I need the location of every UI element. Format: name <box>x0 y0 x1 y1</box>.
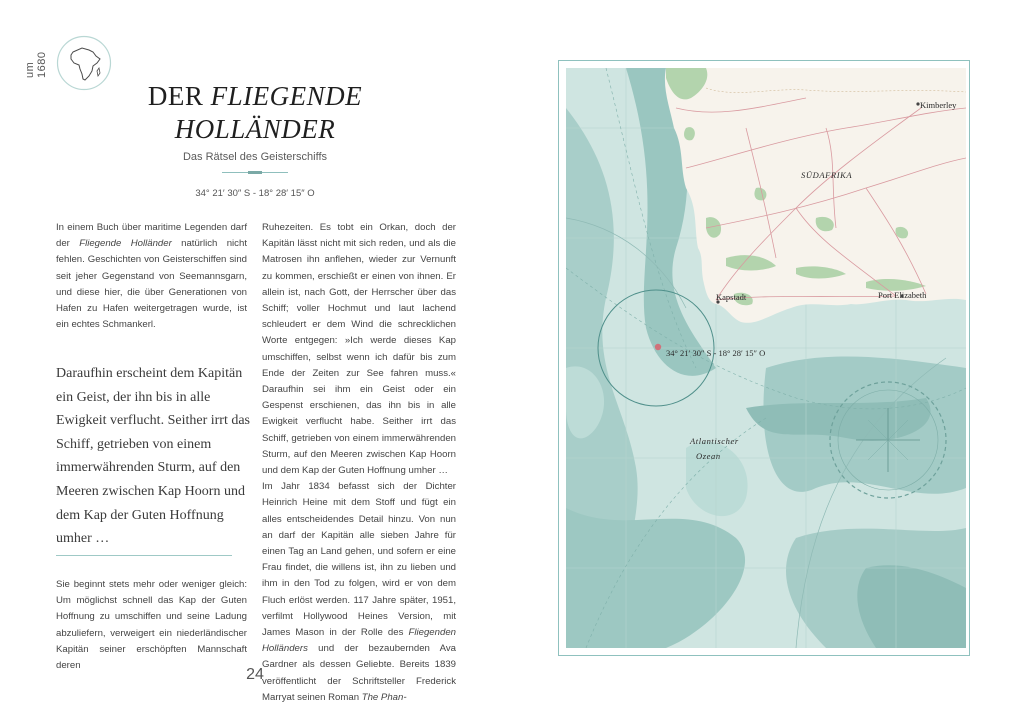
text-emphasis: Fliegenden Holländers <box>262 627 456 655</box>
text-emphasis: Fliegende Holländer <box>79 238 172 250</box>
text-run: Im Jahr 1834 befasst sich der Dichter Heinrich Heine mit dem Stoff und fügt ein alles entscheidendes Detail hinzu. Von nun an darf der Kapitän alle sieben Jahre für einen Tag an Land gehen, und sofern er eine Frau findet, die willens ist, ihn zu lieben und ihm in den Tod zu folgen, wird er von dem Fluch erlöst werden. 117 Jahre später, 1951, verfilmt Hollywood Heines Version, mit James Mason in der Rolle des <box>262 481 456 639</box>
map <box>566 68 966 648</box>
title-plain: DER <box>147 81 211 111</box>
subtitle-divider <box>222 172 288 173</box>
map-label-kimberley: Kimberley <box>920 100 957 110</box>
map-label-coordinates: 34° 21′ 30″ S - 18° 28′ 15″ O <box>666 348 766 358</box>
map-label-ocean-2: Ozean <box>696 451 721 461</box>
column2-text <box>262 220 456 706</box>
text-run: und der bezaubernden Ava Gardner als dessen Geliebte. Bereits 1839 veröffentlicht der Schriftsteller Frederick Marryat seinen Roman <box>262 643 456 703</box>
title-italic-1: FLIEGENDE <box>210 81 363 111</box>
pull-quote: Daraufhin erscheint dem Kapitän ein Geist, der ihn bis in alle Ewigkeit verflucht. Seither irrt das Schiff, getrieben von einem immerwährenden Sturm, auf den Meeren zwischen Kap Hoorn und dem Kap der Guten Hoffnung umher … <box>56 366 250 547</box>
text-run: natürlich nicht fehlen. Geschichten von Geisterschiffen sind seit jeher Gegenstand von Seemannsgarn, und diese hier, die über Generationen von Hafen zu Hafen weitergetragen wurde, ist ein echtes Schmankerl. <box>56 238 247 331</box>
text-run: In einem Buch über maritime Legenden darf der <box>56 222 247 250</box>
africa-globe-icon <box>56 35 112 91</box>
map-label-suedafrika: SÜDAFRIKA <box>801 170 853 180</box>
text-run: Ruhezeiten. Es tobt ein Orkan, doch der Kapitän lässt nicht mit sich reden, und als die Matrosen ihn anflehen, wieder zur Vernunft zu kommen, erschießt er einen von ihnen. Er allein ist, nach Gott, der Herrscher über das Schiff; voller Hochmut und laut lachend schleudert er dem Wind die schrecklichen Worte entgegen: »Ich werde dieses Kap umschiffen, selbst wenn ich dafür bis zum Ende der Zeiten zur See fahren muss.« Daraufhin sei ihm ein Geist oder ein Gespenst erschienen, das ihn bis in alle Ewigkeit verflucht habe. Seither irrt das Schiff, getrieben von einem immerwährenden Sturm, auf den Meeren zwischen Kap Hoorn und dem Kap der Guten Hoffnung umher … <box>262 222 456 477</box>
page-subtitle: Das Rätsel des Geisterschiffs <box>182 151 328 163</box>
column1-paragraph2: Sie beginnt stets mehr oder weniger gleich: Um möglichst schnell das Kap der Guten Hoffnung zu umschiffen und seine Ladung abzuliefern, verweigert ein niederländischer Kapitän seiner erschöpften Mannschaft deren <box>56 579 247 672</box>
map-label-kapstadt: Kapstadt <box>716 292 747 302</box>
map-label-port-elizabeth: Port Elizabeth <box>878 290 927 300</box>
title-italic-2: HOLLÄNDER <box>174 114 336 144</box>
year-label: um 1680 <box>24 51 48 78</box>
page-title <box>130 80 380 146</box>
coordinates-line: 34° 21′ 30″ S - 18° 28′ 15″ O <box>195 188 315 199</box>
page-number: 24 <box>246 666 264 683</box>
pull-quote-divider <box>56 555 232 556</box>
map-label-ocean-1: Atlantischer <box>690 436 739 446</box>
location-marker-icon <box>655 344 661 350</box>
text-emphasis: The Phan- <box>361 691 407 703</box>
map-graphic <box>566 68 966 648</box>
column1-paragraph1 <box>56 220 247 333</box>
